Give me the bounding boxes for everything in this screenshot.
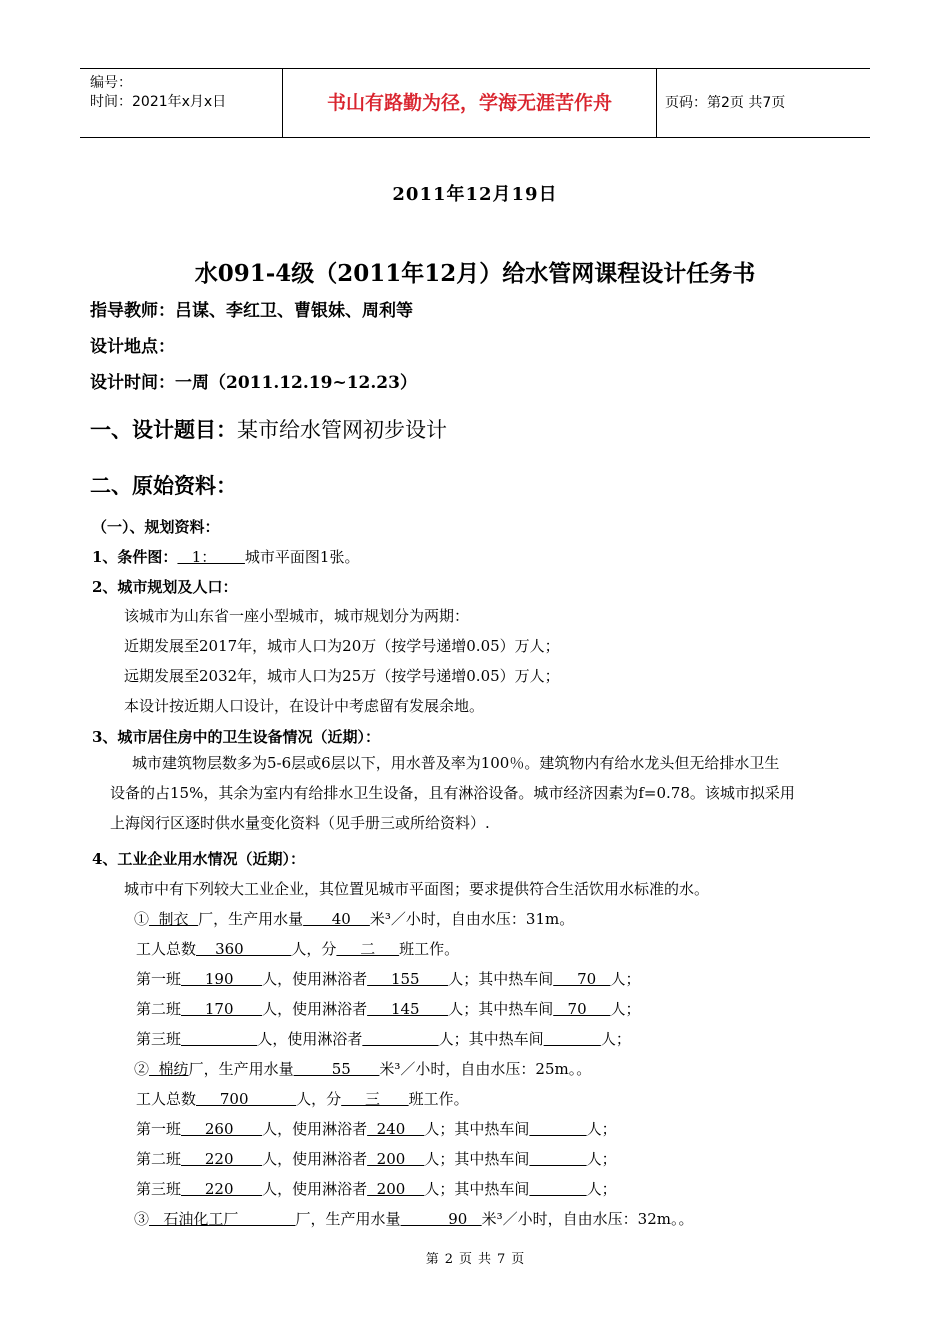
- item2-line: 近期发展至2017年，城市人口为20万（按学号递增0.05）万人；: [124, 637, 560, 655]
- workers-label: 工人总数: [136, 940, 197, 958]
- shift-hot: 70: [553, 1000, 611, 1018]
- factory3-number: ③: [134, 1210, 150, 1228]
- time-label: 时间：2021年x月x日: [90, 94, 227, 110]
- factory2-shift-row: [136, 1118, 617, 1139]
- shift-bath: 145: [367, 1000, 449, 1018]
- item3-line: 设备的占15%，其余为室内有给排水卫生设备，且有淋浴设备。城市经济因素为f=0.78。该城市拟采用: [110, 784, 795, 802]
- factory1-shift-row: [136, 1028, 631, 1049]
- factory1-name: 制衣: [149, 910, 199, 928]
- motto: 书山有路勤为径，学海无涯苦作舟: [283, 69, 657, 137]
- factory1-workers: 360: [196, 940, 292, 958]
- location-line: 设计地点：: [90, 337, 175, 357]
- shift-hot: [544, 1030, 601, 1048]
- item2-line: 本设计按近期人口设计，在设计中考虑留有发展余地。: [124, 697, 485, 715]
- shift-end: 班工作。: [408, 1090, 469, 1108]
- footer-total-pages: 7: [497, 1252, 506, 1267]
- footer-text: 页: [458, 1252, 472, 1267]
- factory2-text2: 米³／小时，自由水压：25m。。: [379, 1060, 592, 1078]
- shift-workers: 260: [181, 1120, 263, 1138]
- shift-workers: 170: [181, 1000, 263, 1018]
- shift-label: 第二班: [136, 1000, 182, 1018]
- shift-text: 人，使用淋浴者: [262, 1150, 368, 1168]
- factory2-shift-row: [136, 1178, 617, 1199]
- footer-text: 共: [478, 1252, 492, 1267]
- shift-end: 人；: [610, 970, 641, 988]
- page-footer: [0, 1248, 950, 1267]
- shift-bath: 200: [367, 1150, 425, 1168]
- item1-blank: 1：: [177, 548, 245, 566]
- item4-intro: 城市中有下列较大工业企业，其位置见城市平面图；要求提供符合生活饮用水标准的水。: [124, 880, 710, 898]
- item2-text: [124, 601, 884, 721]
- sub1-heading: （一）、规划资料：: [92, 518, 220, 536]
- footer-text: 第: [425, 1252, 439, 1267]
- factory2-workers-line: [136, 1088, 469, 1109]
- item2-heading: 2、城市规划及人口：: [92, 578, 238, 596]
- shift-end: 人；: [586, 1120, 617, 1138]
- shift-hot: [529, 1180, 586, 1198]
- shift-text2: 人；其中热车间: [438, 1030, 544, 1048]
- factory2-workers: 700: [196, 1090, 297, 1108]
- shift-end: 人；: [586, 1180, 617, 1198]
- shift-text2: 人；其中热车间: [424, 1180, 530, 1198]
- footer-text: 页: [511, 1252, 525, 1267]
- shift-bath: 240: [367, 1120, 425, 1138]
- shift-end: 人；: [610, 1000, 641, 1018]
- shift-text2: 人；其中热车间: [448, 970, 554, 988]
- item3-line: 城市建筑物层数多为5-6层或6层以下，用水普及率为100％。建筑物内有给水龙头但无给排水卫生: [132, 754, 780, 772]
- shift-hot: [529, 1120, 586, 1138]
- item1-label: 1、条件图：: [92, 548, 178, 566]
- factory2-shift-row: [136, 1148, 617, 1169]
- workers-label: 工人总数: [136, 1090, 197, 1108]
- section1-value: 某市给水管网初步设计: [237, 418, 447, 442]
- shift-text: 人，使用淋浴者: [262, 1120, 368, 1138]
- factory2-text: 厂，生产用水量: [188, 1060, 294, 1078]
- item4-heading: 4、工业企业用水情况（近期）：: [92, 850, 305, 868]
- shift-bath: [362, 1030, 438, 1048]
- factory1-text: 厂，生产用水量: [198, 910, 304, 928]
- document-title: 水091-4级（2011年12月）给水管网课程设计任务书: [194, 260, 756, 287]
- shift-workers: 220: [181, 1150, 263, 1168]
- factory1-number: ①: [134, 910, 150, 928]
- factory1-line: [134, 908, 574, 929]
- factory3-text2: 米³／小时，自由水压：32m。。: [481, 1210, 694, 1228]
- factory2-shifts: 三: [341, 1090, 409, 1108]
- factory1-water: 40: [303, 910, 370, 928]
- shift-label: 第一班: [136, 1120, 182, 1138]
- shift-text2: 人；其中热车间: [424, 1150, 530, 1168]
- section1-heading: [90, 414, 447, 444]
- shift-end: 人；: [600, 1030, 631, 1048]
- time-line: 设计时间：一周（2011.12.19~12.23）: [90, 373, 417, 393]
- shift-text: 人，使用淋浴者: [262, 1000, 368, 1018]
- split-label: 人，分: [296, 1090, 342, 1108]
- shift-text2: 人；其中热车间: [424, 1120, 530, 1138]
- item1-rest: 城市平面图1张。: [244, 548, 360, 566]
- factory1-shift-row: [136, 998, 640, 1019]
- shift-label: 第一班: [136, 970, 182, 988]
- factory1-text2: 米³／小时，自由水压：31m。: [369, 910, 575, 928]
- shift-end: 班工作。: [399, 940, 460, 958]
- shift-bath: 155: [367, 970, 449, 988]
- split-label: 人，分: [291, 940, 337, 958]
- factory1-shift-row: [136, 968, 640, 989]
- factory3-name: 石油化工厂: [149, 1210, 296, 1228]
- shift-text: 人，使用淋浴者: [262, 1180, 368, 1198]
- shift-workers: [181, 1030, 257, 1048]
- factory1-workers-line: [136, 938, 459, 959]
- item3-text: [110, 748, 890, 838]
- section1-label: 一、设计题目：: [90, 417, 237, 442]
- number-label: 编号：: [90, 75, 132, 91]
- shift-workers: 190: [181, 970, 263, 988]
- factory3-water: 90: [400, 1210, 482, 1228]
- header-meta-cell: [80, 69, 283, 137]
- teachers-line: 指导教师：吕谋、李红卫、曹银妹、周利等: [90, 301, 413, 321]
- shift-hot: [529, 1150, 586, 1168]
- factory1-shifts: 二: [336, 940, 400, 958]
- shift-text: 人，使用淋浴者: [257, 1030, 363, 1048]
- shift-bath: 200: [367, 1180, 425, 1198]
- factory3-text: 厂，生产用水量: [295, 1210, 401, 1228]
- document-date: 2011年12月19日: [392, 184, 558, 205]
- section2-heading: 二、原始资料：: [90, 473, 237, 498]
- page-info: 页码：第2页 共7页: [665, 95, 786, 111]
- item3-heading: 3、城市居住房中的卫生设备情况（近期）：: [92, 728, 380, 746]
- item2-line: 远期发展至2032年，城市人口为25万（按学号递增0.05）万人；: [124, 667, 560, 685]
- item3-line: 上海闵行区逐时供水量变化资料（见手册三或所给资料）.: [110, 814, 490, 832]
- shift-label: 第三班: [136, 1030, 182, 1048]
- header-table: [80, 68, 870, 138]
- shift-label: 第三班: [136, 1180, 182, 1198]
- factory2-line: [134, 1058, 591, 1079]
- shift-text: 人，使用淋浴者: [262, 970, 368, 988]
- shift-text2: 人；其中热车间: [448, 1000, 554, 1018]
- footer-page-number: 2: [444, 1252, 453, 1267]
- shift-end: 人；: [586, 1150, 617, 1168]
- factory2-water: 55: [293, 1060, 380, 1078]
- factory2-number: ②: [134, 1060, 150, 1078]
- shift-workers: 220: [181, 1180, 263, 1198]
- factory3-line: [134, 1208, 693, 1229]
- factory2-name: 棉纺: [149, 1060, 189, 1078]
- shift-label: 第二班: [136, 1150, 182, 1168]
- item1-line: [92, 546, 359, 567]
- item2-line: 该城市为山东省一座小型城市，城市规划分为两期：: [124, 607, 470, 625]
- shift-hot: 70: [553, 970, 611, 988]
